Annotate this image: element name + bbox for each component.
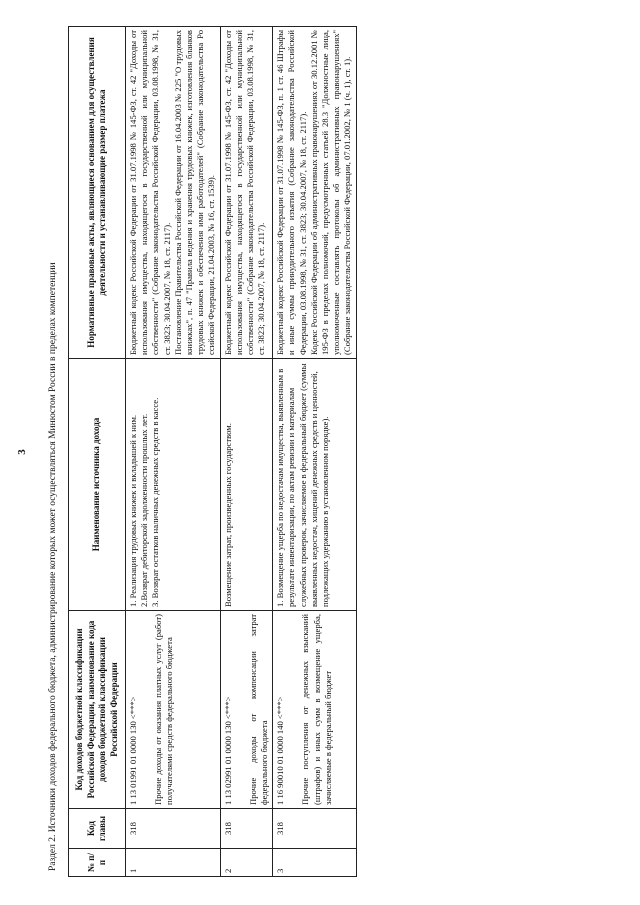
- row-kbk: [126, 611, 221, 809]
- header-kbk: Код доходов бюджетной классификации Российской Федерации, наименование кода доходов бюджетной классификации Российской Федерации: [69, 611, 126, 809]
- source-item: 3. Возврат остатков наличных денежных средств в кассе.: [150, 397, 161, 607]
- legal-act: Постановление Правительства Российской Федерации от 16.04.2003 № 225 "О трудовых книжках", п. 47 "Правила ведения и хранения трудовых книжек, изготовления бланков трудовых книжек и обеспечения ими работодателей" (Собрание законодательства Ро ссийской Федерации, 21.04.2003, № 16, ст. 1539).: [172, 30, 217, 355]
- kbk-name: Прочие доходы от оказания платных услуг (работ) получателями средств федерального бюджета: [153, 614, 175, 805]
- kbk-code: 1 16 90010 01 0000 140 <***>: [275, 696, 286, 805]
- row-legal-acts: [220, 27, 273, 359]
- income-sources-table: [68, 26, 357, 877]
- row-source-name: [273, 359, 356, 611]
- row-chapter-code: 318: [220, 809, 273, 849]
- row-legal-acts: [273, 27, 356, 359]
- row-chapter-code: 318: [126, 809, 221, 849]
- row-source-name: [126, 359, 221, 611]
- row-num: 2: [220, 849, 273, 877]
- source-item: 2.Возврат дебиторской задолженности прошлых лет.: [139, 413, 150, 607]
- legal-act: Кодекс Российской Федерации об административных правонарушениях от 30.12.2001 № 195-ФЗ в пределах полномочий, предусмотренных статьей 28.3 "Должностные лица, уполномоченные составлять протоколы об административных правонарушениях" (Собрание законодательства Российской Федерации, 07.01.2002, № 1 (ч. 1), ст. 1).: [308, 30, 353, 355]
- header-legal-acts: Нормативные правовые акты, являющиеся основанием для осуществления деятельности и устанавливающие размер платежа: [69, 27, 126, 359]
- row-legal-acts: [126, 27, 221, 359]
- table-row: [220, 27, 273, 877]
- table-row: [126, 27, 221, 877]
- row-num: 1: [126, 849, 221, 877]
- legal-act: Бюджетный кодекс Российской Федерации от 31.07.1998 № 145-ФЗ, ст. 42 "Доходы от использования имущества, находящегося в государственной или муниципальной собственности" (Собрание законодательства Российской Федерации, 03.08.1998, № 31, ст. 3823; 30.04.2007, № 18, ст. 2117).: [222, 30, 267, 355]
- table-header-row: [69, 27, 126, 877]
- header-num: № п/п: [69, 849, 126, 877]
- legal-act: Бюджетный кодекс Российской Федерации от 31.07.1998 № 145-ФЗ, ст. 42 "Доходы от использования имущества, находящегося в государственной или муниципальной собственности" (Собрание законодательства Российской Федерации, 03.08.1998, № 31, ст. 3823; 30.04.2007, № 18, ст. 2117).: [128, 30, 172, 355]
- table-row: [273, 27, 356, 877]
- kbk-name: Прочие доходы от компенсации затрат федерального бюджета: [247, 614, 270, 805]
- kbk-code: 1 13 01991 01 0000 130 <***>: [128, 696, 138, 805]
- kbk-code: 1 13 02991 01 0000 130 <***>: [222, 696, 233, 805]
- source-item: 1. Реализация трудовых книжек и вкладышей к ним.: [128, 414, 138, 607]
- source-item: Возмещение затрат, произведенных государством.: [222, 423, 233, 607]
- page-number: 3: [16, 449, 28, 455]
- source-item: 1. Возмещение ущерба по недостачам имущества, выявленным в результате инвентаризации, по актам ревизии и материалам служебных проверок, зачисляемое в федеральный бюджет (суммы выявленных недостач, хищений денежных средств и ценностей, подлежащих удержанию в установленном порядке).: [275, 363, 331, 607]
- header-source-name: Наименование источника дохода: [69, 359, 126, 611]
- kbk-name: Прочие поступления от денежных взысканий (штрафов) и иных сумм в возмещение ущерба, зачисляемые в федеральный бюджет: [300, 614, 333, 805]
- row-source-name: [220, 359, 273, 611]
- row-num: 3: [273, 849, 356, 877]
- header-chapter-code: Код главы: [69, 809, 126, 849]
- section-title: Раздел 2. Источники доходов федерального бюджета, администрирование которых может осуществляться Минюстом России в пределах компетенции: [47, 262, 58, 871]
- row-chapter-code: 318: [273, 809, 356, 849]
- legal-act: Бюджетный кодекс Российской Федерации от 31.07.1998 № 145-ФЗ, п. 1 ст. 46 Штрафы и иные суммы принудительного изъятия (Собрание законодательства Российской Федерации, 03.08.1998, № 31, ст. 3823; 30.04.2007, № 18, ст. 2117).: [275, 30, 308, 355]
- rotated-page: [40, 27, 600, 877]
- row-kbk: [220, 611, 273, 809]
- row-kbk: [273, 611, 356, 809]
